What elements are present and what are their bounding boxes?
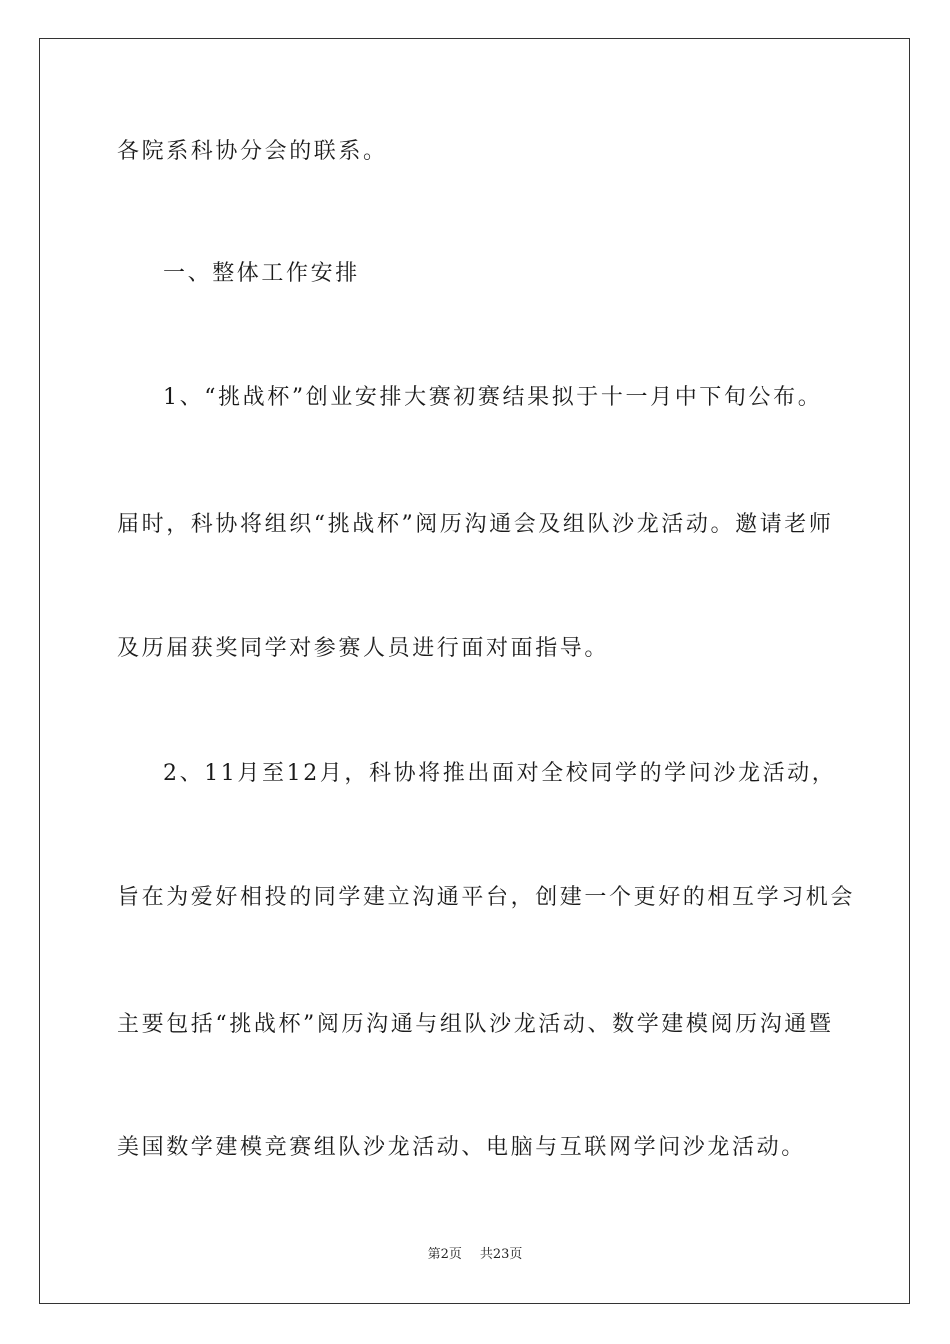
paragraph-line: 及历届获奖同学对参赛人员进行面对面指导。 (117, 636, 610, 661)
paragraph-line: 各院系科协分会的联系。 (117, 139, 388, 164)
page-footer (0, 1246, 950, 1264)
paragraph-line: 届时，科协将组织“挑战杯”阅历沟通会及组队沙龙活动。邀请老师 (117, 512, 834, 537)
paragraph-line: 1、“挑战杯”创业安排大赛初赛结果拟于十一月中下旬公布。 (163, 385, 823, 410)
page-total: 共23页 (479, 1247, 523, 1262)
paragraph-line: 美国数学建模竞赛组队沙龙活动、电脑与互联网学问沙龙活动。 (117, 1135, 806, 1160)
paragraph-line: 旨在为爱好相投的同学建立沟通平台，创建一个更好的相互学习机会 (117, 885, 856, 910)
paragraph-line: 主要包括“挑战杯”阅历沟通与组队沙龙活动、数学建模阅历沟通暨 (117, 1012, 834, 1037)
section-heading: 一、整体工作安排 (163, 261, 360, 286)
page-number: 第2页 (427, 1247, 462, 1262)
page-border (39, 38, 910, 1304)
paragraph-line: 2、11月至12月，科协将推出面对全校同学的学问沙龙活动， (163, 761, 837, 786)
